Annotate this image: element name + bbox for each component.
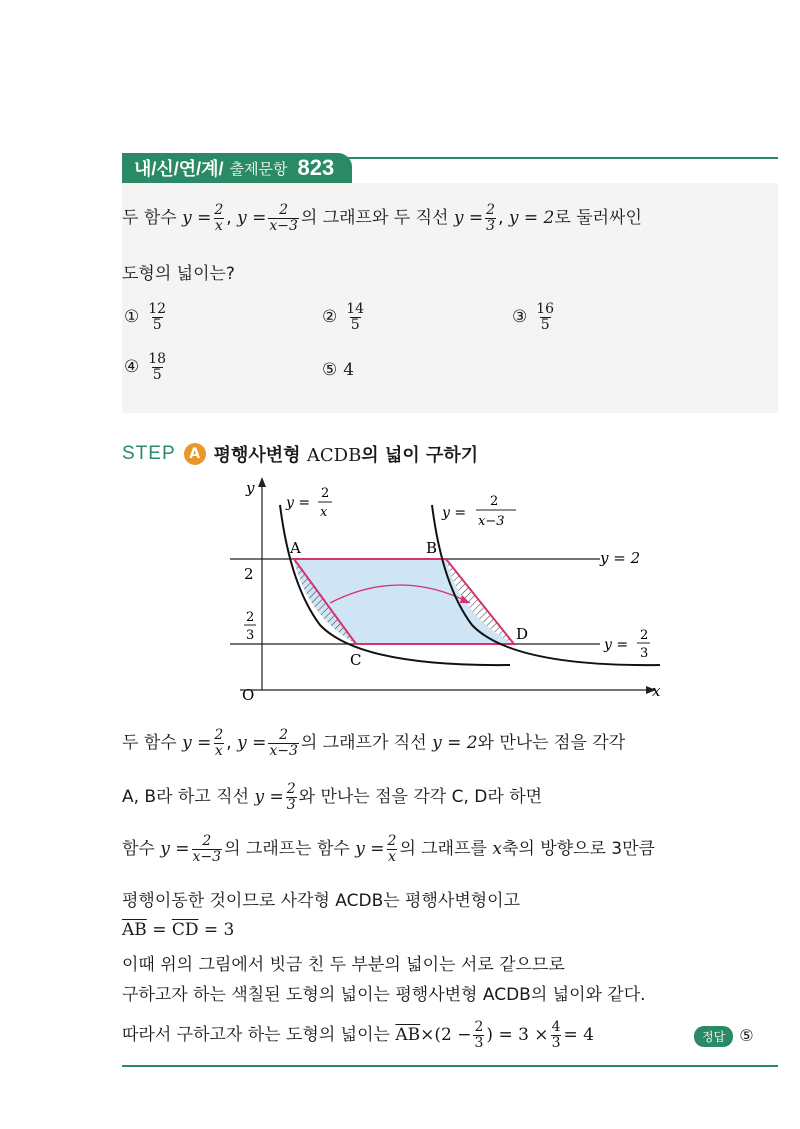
tick-23-den: 3 bbox=[246, 628, 255, 643]
y-axis-arrow bbox=[258, 477, 266, 487]
label-y23-lhs: y = bbox=[604, 637, 629, 653]
frac-2-over-x: $\frac{2}{x}$ bbox=[214, 202, 224, 234]
step-label: STEP bbox=[122, 443, 176, 464]
header-title: 내/신/연/계/ bbox=[134, 159, 224, 179]
solution-line-7: 구하고자 하는 색칠된 도형의 넓이는 평행사변형 ACDB의 넓이와 같다. bbox=[122, 985, 646, 1005]
choice-3[interactable]: ③ $\frac{16}{5}$ bbox=[512, 301, 555, 333]
answer-badge: 정답 bbox=[694, 1026, 733, 1047]
hyperbola-graph bbox=[220, 475, 670, 705]
problem-number: 823 bbox=[297, 155, 335, 180]
step-badge: A bbox=[184, 443, 206, 465]
problem-header bbox=[122, 153, 352, 183]
label-y23-den: 3 bbox=[640, 646, 649, 661]
label-fn1-num: 2 bbox=[321, 486, 330, 501]
solution-line-5: $\overline{AB} = \overline{CD} = 3$ bbox=[122, 920, 235, 940]
choice-5[interactable]: ⑤ 4 bbox=[322, 360, 355, 380]
tick-2: 2 bbox=[244, 565, 254, 583]
label-y23-num: 2 bbox=[640, 628, 649, 643]
solution-line-3: 함수 y = $\frac{2}{x-3}$ 의 그래프는 함수 y = $\frac{2}{x}$ 의 그래프를 x축의 방향으로 3만큼 bbox=[122, 833, 655, 865]
label-fn1-den: x bbox=[320, 505, 328, 520]
label-fn1-lhs: y = bbox=[286, 495, 311, 511]
label-fn2-lhs: y = bbox=[442, 505, 467, 521]
problem-line-2: 도형의 넓이는? bbox=[122, 264, 235, 284]
label-fn2-num: 2 bbox=[490, 494, 499, 509]
solution-line-4: 평행이동한 것이므로 사각형 ACDB는 평행사변형이고 bbox=[122, 891, 521, 911]
solution-line-2: A, B라 하고 직선 y = $\frac{2}{3}$ 와 만나는 점을 각각 C, D라 하면 bbox=[122, 781, 543, 813]
bottom-rule bbox=[122, 1065, 778, 1067]
solution-line-8: 따라서 구하고자 하는 도형의 넓이는 $\overline{AB}\times(2$ − $\frac{2}{3}$ ) = 3 × $\frac{4}{3}$ = 4 bbox=[122, 1019, 594, 1051]
solution-line-1: 두 함수 y = $\frac{2}{x}$ , y = $\frac{2}{x-3}$ 의 그래프가 직선 y = 2와 만나는 점을 각각 bbox=[122, 727, 626, 759]
x-axis-label: x bbox=[652, 682, 661, 700]
choice-4[interactable]: ④ $\frac{18}{5}$ bbox=[124, 351, 167, 383]
tick-23-num: 2 bbox=[246, 610, 255, 625]
choice-2[interactable]: ② $\frac{14}{5}$ bbox=[322, 301, 365, 333]
label-fn2-den: x−3 bbox=[478, 514, 505, 529]
answer-value: ⑤ bbox=[739, 1026, 754, 1045]
problem-line-1: 두 함수 y = $\frac{2}{x}$ , y = $\frac{2}{x-3}$ 의 그래프와 두 직선 y = $\frac{2}{3}$ , y = 2로 둘러싸인 bbox=[122, 202, 642, 234]
origin-label: O bbox=[242, 686, 255, 704]
header-subtitle: 출제문항 bbox=[229, 160, 288, 178]
choice-1[interactable]: ① $\frac{12}{5}$ bbox=[124, 301, 167, 333]
answer bbox=[694, 1026, 754, 1047]
point-C-label: C bbox=[350, 651, 362, 669]
frac-2-over-3: $\frac{2}{3}$ bbox=[486, 202, 496, 234]
solution-line-6: 이때 위의 그림에서 빗금 친 두 부분의 넓이는 서로 같으므로 bbox=[122, 955, 565, 975]
step-title: 평행사변형 ACDB의 넓이 구하기 bbox=[213, 445, 479, 466]
point-D-label: D bbox=[516, 625, 529, 643]
frac-2-over-x-3: $\frac{2}{x-3}$ bbox=[269, 202, 298, 234]
point-B-label: B bbox=[426, 539, 438, 557]
point-A-label: A bbox=[290, 539, 301, 557]
label-y2: y = 2 bbox=[600, 549, 641, 567]
step-heading bbox=[122, 441, 478, 467]
y-axis-label: y bbox=[246, 479, 255, 497]
